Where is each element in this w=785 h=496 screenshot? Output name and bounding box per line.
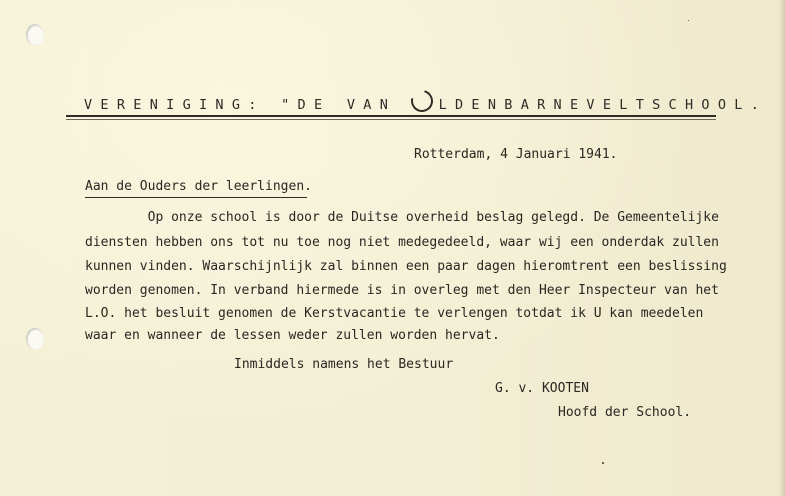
paper-speck (602, 462, 604, 464)
salutation: Aan de Ouders der leerlingen. (85, 179, 312, 194)
letterhead-rule (66, 115, 716, 117)
letterhead-rule-thin (66, 119, 716, 120)
body-line-1: Op onze school is door de Duitse overheid beslag gelegd. De Gemeentelijke (85, 210, 719, 225)
body-line-5: L.O. het besluit genomen de Kerstvacantie te verlengen totdat ik U kan meedelen (85, 306, 704, 321)
date-line: Rotterdam, 4 Januari 1941. (414, 147, 618, 162)
punch-hole-top (26, 24, 44, 46)
signature-title: Hoofd der School. (558, 405, 692, 420)
letterhead-prefix: VERENIGING: "DE VAN (84, 97, 413, 113)
letterhead-suffix: LDENBARNEVELTSCHOOL. (438, 97, 768, 113)
body-line-6: waar en wanneer de lessen weder zullen worden hervat. (85, 328, 500, 343)
punch-hole-middle (26, 328, 44, 350)
body-line-4: worden genomen. In verband hiermede is in overleg met den Heer Inspecteur van het (85, 283, 719, 298)
paper-edge-shadow (779, 0, 785, 496)
paper-speck (688, 20, 689, 21)
salutation-underline (85, 197, 307, 198)
body-line-2: diensten hebben ons tot nu toe nog niet medegedeeld, waar wij een onderdak zullen (85, 235, 719, 250)
letterhead (84, 90, 767, 113)
signature-name: G. v. KOOTEN (495, 381, 589, 396)
closing-line: Inmiddels namens het Bestuur (234, 357, 454, 372)
body-line-3: kunnen vinden. Waarschijnlijk zal binnen een paar dagen hieromtrent een beslissing (85, 259, 727, 274)
